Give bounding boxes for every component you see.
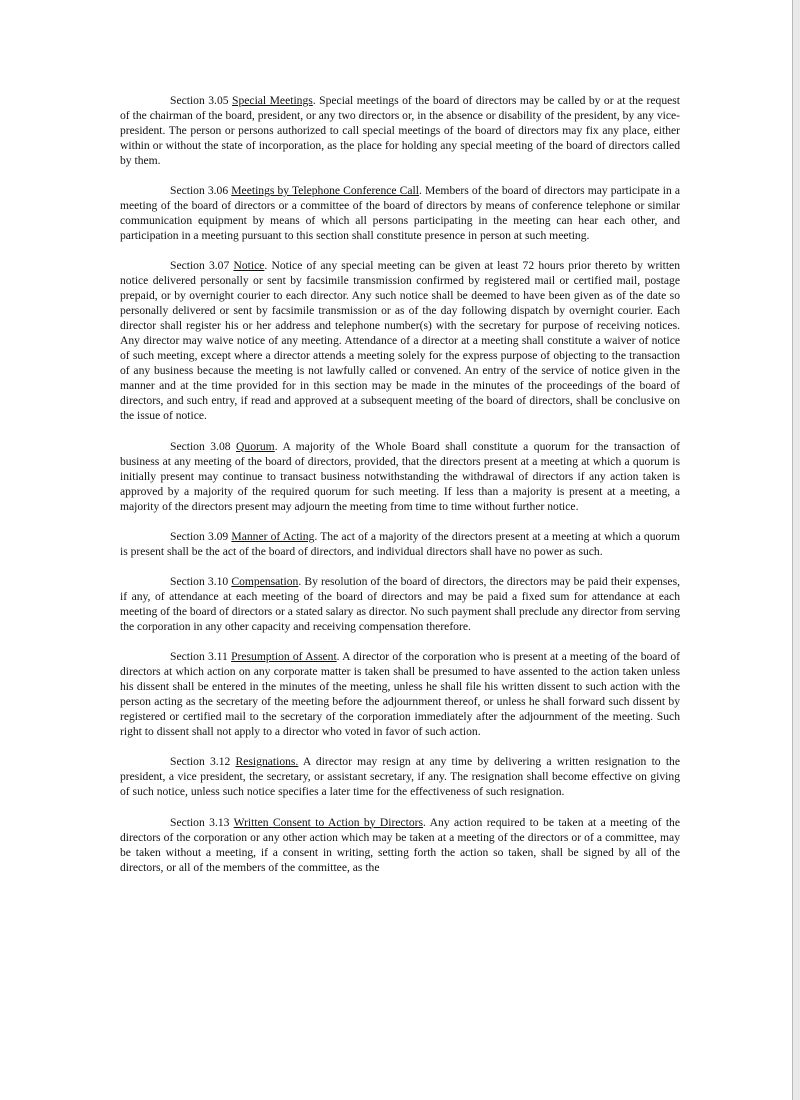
section-text: . A majority of the Whole Board shall constitute a quorum for the transaction of business at any meeting of the board of directors, provided, that the directors present at a meeting at which a quorum is initially present may continue to transact business notwithstanding the withdrawal of directors if any action taken is approved by a majority of the required quorum for such meeting. If less than a majority is present at a meeting, a majority of the directors present may adjourn the meeting from time to time without further notice.	[120, 439, 680, 513]
section-text: . Members of the board of directors may participate in a meeting of the board of directors or a committee of the board of directors by means of conference telephone or similar communication equipment by means of which all persons participating in the meeting can hear each other, and participation in a meeting pursuant to this section shall constitute presence in person at such meeting.	[120, 184, 681, 243]
section-text: A director may resign at any time by delivering a written resignation to the president, a vice president, the secretary, or assistant secretary, if any. The resignation shall become effective on giving of such notice, unless such notice specifies a later time for the effectiveness of such resignation.	[120, 755, 680, 799]
section-heading: Resignations.	[235, 755, 299, 769]
section-3-09	[120, 529, 680, 559]
section-3-12	[120, 754, 680, 799]
window-right-edge	[793, 0, 800, 1100]
section-3-11	[120, 649, 680, 739]
section-3-13	[120, 815, 680, 875]
section-number: Section 3.13	[170, 815, 230, 829]
section-heading: Notice	[233, 259, 265, 273]
section-text: . A director of the corporation who is present at a meeting of the board of directors at which action on any corporate matter is taken shall be presumed to have assented to the action taken unless his dissent shall be entered in the minutes of the meeting, unless he shall file his written dissent to such action with the person acting as the secretary of the meeting before the adjournment thereof, or unless he shall forward such dissent by registered or certified mail to the secretary of the corporation immediately after the adjournment of the meeting. Such right to dissent shall not apply to a director who voted in favor of such action.	[120, 650, 680, 739]
section-number: Section 3.07	[170, 259, 230, 273]
section-3-07	[120, 258, 680, 423]
section-heading: Special Meetings	[232, 94, 313, 107]
section-number: Section 3.06	[170, 184, 229, 198]
section-3-08	[120, 439, 680, 514]
section-text: . Notice of any special meeting can be given at least 72 hours prior thereto by written notice delivered personally or sent by facsimile transmission confirmed by registered mail or certified mail, postage prepaid, or by overnight courier to each director. Any such notice shall be deemed to have been given as of the date so personally delivered or sent by facsimile transmission or as of the day following dispatch by overnight courier. Each director shall register his or her address and telephone number(s) with the secretary for purpose of receiving notices. Any director may waive notice of any meeting. Attendance of a director at a meeting shall constitute a waiver of notice of such meeting, except where a director attends a meeting solely for the express purpose of objecting to the transaction of any business because the meeting is not lawfully called or convened. An entry of the service of notice given in the manner and at the time provided for in this section may be made in the minutes of the proceedings of the board of directors, and such entry, if read and approved at a subsequent meeting of the board of directors, shall be conclusive on the issue of notice.	[120, 259, 680, 423]
section-number: Section 3.08	[170, 439, 231, 453]
section-heading: Presumption of Assent	[231, 650, 337, 664]
section-number: Section 3.09	[170, 529, 229, 543]
section-heading: Meetings by Telephone Conference Call	[231, 184, 419, 198]
document-body	[120, 93, 680, 890]
section-text: . The act of a majority of the directors present at a meeting at which a quorum is present shall be the act of the board of directors, and individual directors shall have no power as such.	[120, 529, 680, 558]
section-number: Section 3.05	[170, 94, 229, 107]
section-text: . By resolution of the board of directors, the directors may be paid their expenses, if any, of attendance at each meeting of the board of directors and may be paid a fixed sum for attendance at each meeting of the board of directors or a stated salary as director. No such payment shall preclude any director from serving the corporation in any other capacity and receiving compensation therefore.	[120, 574, 680, 633]
section-heading: Manner of Acting	[231, 529, 315, 543]
section-heading: Written Consent to Action by Directors	[233, 815, 424, 829]
section-number: Section 3.10	[170, 574, 229, 588]
section-text: . Special meetings of the board of directors may be called by or at the request of the chairman of the board, president, or any two directors or, in the absence or disability of the president, by any vice-president. The person or persons authorized to call special meetings of the board of directors may fix any place, either within or without the state of incorporation, as the place for holding any special meeting of the board of directors called by them.	[120, 94, 681, 167]
section-heading: Quorum	[236, 439, 275, 453]
section-number: Section 3.11	[170, 650, 228, 664]
section-text: . Any action required to be taken at a meeting of the directors of the corporation or any other action which may be taken at a meeting of the directors or of a committee, may be taken without a meeting, if a consent in writing, setting forth the action so taken, shall be signed by all of the directors, or all of the members of the committee, as the	[120, 815, 680, 874]
section-3-10	[120, 574, 680, 634]
section-heading: Compensation	[231, 574, 299, 588]
section-number: Section 3.12	[170, 755, 231, 769]
section-3-05	[120, 93, 680, 168]
section-3-06	[120, 183, 680, 243]
